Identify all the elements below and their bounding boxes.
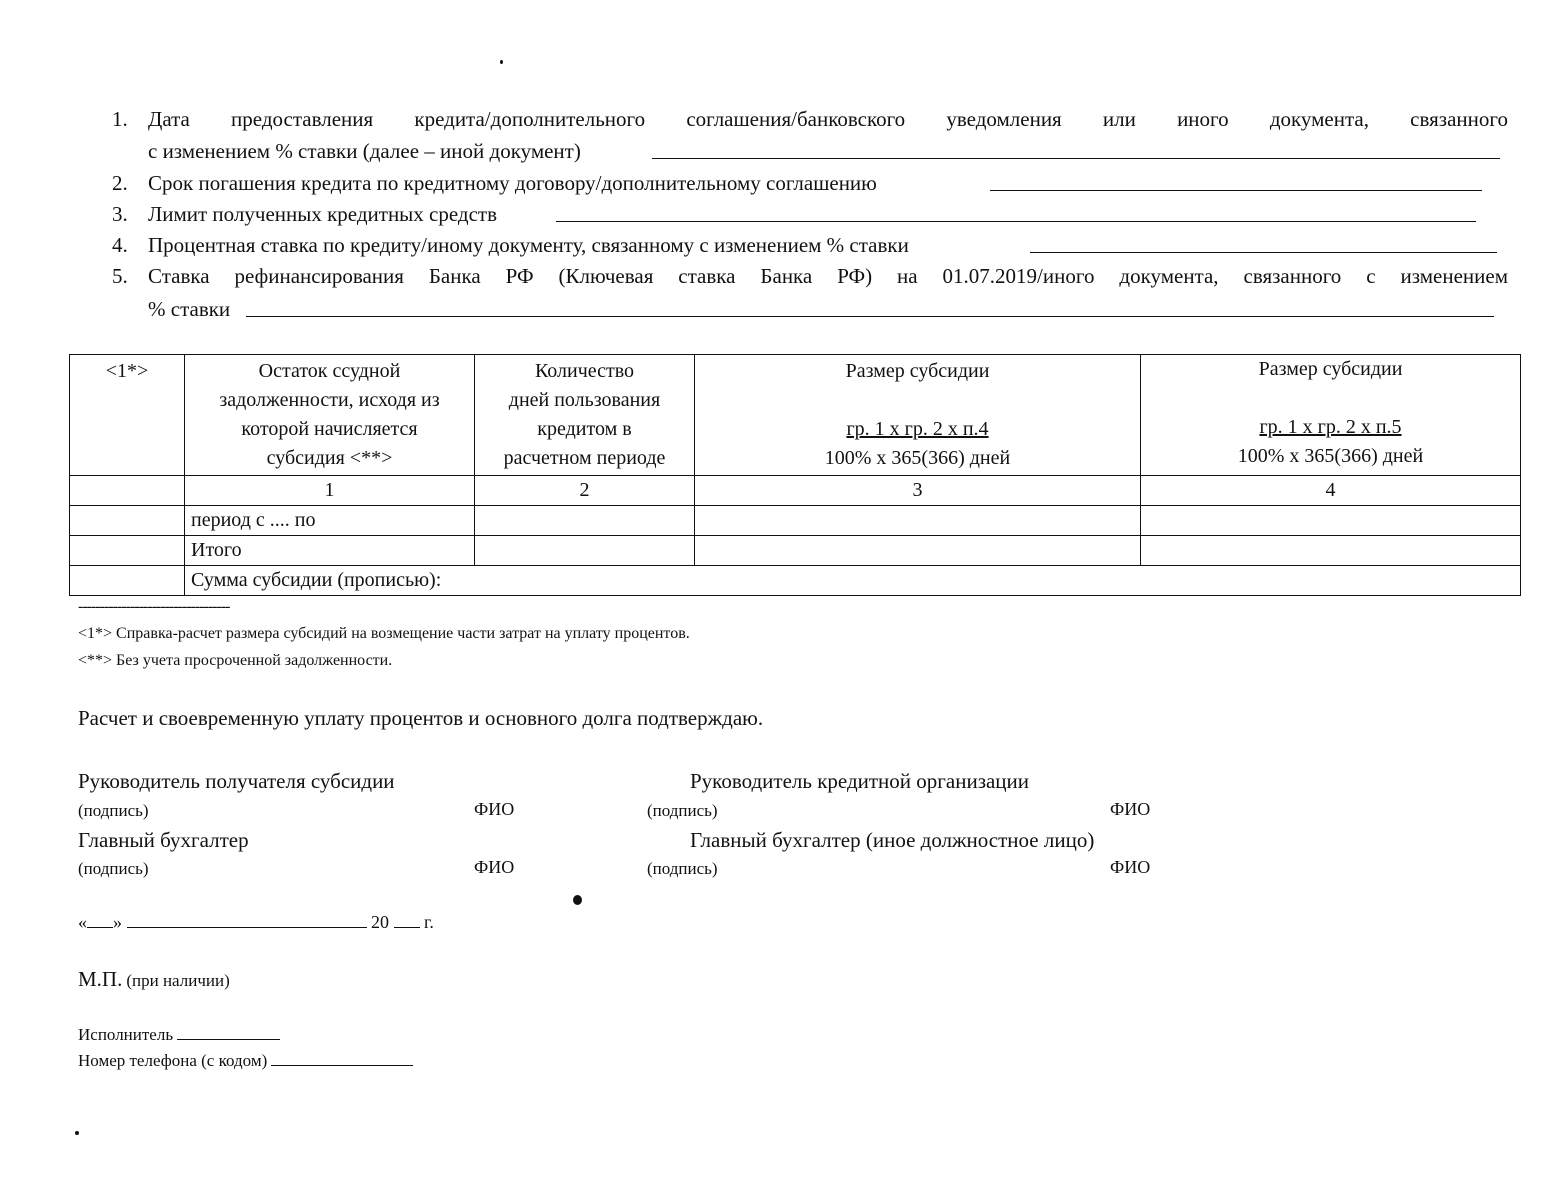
date-day-blank[interactable]: [87, 927, 113, 928]
footnote-2: <**> Без учета просроченной задолженности.: [78, 652, 393, 669]
signature-label: (подпись): [647, 801, 718, 820]
table-cell-input[interactable]: [475, 506, 695, 536]
right-head-title: Руководитель кредитной организации: [690, 769, 1030, 793]
signature-label: (подпись): [647, 859, 718, 878]
item-3-text: Лимит полученных кредитных средств: [148, 202, 498, 226]
date-line: [78, 912, 434, 933]
stamp-line: [78, 967, 230, 992]
right-accountant-title: Главный бухгалтер (иное должностное лицо): [690, 828, 1095, 852]
table-cell: [70, 566, 185, 596]
header-days: [475, 355, 695, 476]
table-cell-input[interactable]: [695, 536, 1141, 566]
header-subsidy-formula: гр. 1 х гр. 2 х п.5: [1259, 416, 1402, 438]
table-row-sum: [70, 566, 1521, 596]
header-balance: [185, 355, 475, 476]
header-subsidy-denominator: 100% х 365(366) дней: [824, 447, 1011, 469]
item-5-text-line2: % ставки: [148, 297, 231, 321]
footnote-1: <1*> Справка-расчет размера субсидий на возмещение части затрат на уплату процентов.: [78, 625, 690, 642]
item-2-text: Срок погашения кредита по кредитному договору/дополнительному соглашению: [148, 171, 877, 195]
date-year-blank[interactable]: [394, 927, 420, 928]
row-total-label: Итого: [185, 536, 475, 566]
subsidy-table: [69, 354, 1521, 596]
signature-label: (подпись): [78, 859, 149, 878]
fio-label: ФИО: [474, 857, 515, 877]
fio-label: ФИО: [1110, 799, 1151, 819]
left-accountant-title: Главный бухгалтер: [78, 828, 249, 852]
table-row-total: [70, 536, 1521, 566]
item-1-text-line2: с изменением % ставки (далее – иной документ): [148, 139, 581, 163]
item-5-blank-line[interactable]: [246, 316, 1494, 317]
table-row-period: [70, 506, 1521, 536]
table-cell-input[interactable]: [1141, 506, 1521, 536]
column-number: 1: [185, 476, 475, 506]
column-number: 2: [475, 476, 695, 506]
row-period-label: период с .... по: [185, 506, 475, 536]
table-column-numbers-row: [70, 476, 1521, 506]
executor-line: [78, 1025, 280, 1045]
table-cell: [70, 536, 185, 566]
header-subsidy-formula: гр. 1 х гр. 2 х п.4: [846, 418, 989, 440]
header-subsidy-p5: [1141, 355, 1521, 476]
header-ref: [70, 355, 185, 476]
stamp-label: М.П.: [78, 967, 123, 991]
header-ref-text: <1*>: [105, 360, 149, 382]
table-cell-input[interactable]: [475, 536, 695, 566]
column-number: 4: [1141, 476, 1521, 506]
item-4-blank-line[interactable]: [1030, 252, 1497, 253]
executor-label: Исполнитель: [78, 1025, 174, 1044]
header-subsidy-title: Размер субсидии: [845, 360, 990, 382]
header-days-line: дней пользования: [508, 389, 661, 411]
header-subsidy-p4: [695, 355, 1141, 476]
date-year-suffix: г.: [424, 912, 434, 932]
list-number: 3.: [112, 202, 128, 226]
header-days-line: кредитом в: [537, 418, 632, 440]
header-balance-line: которой начисляется: [241, 418, 418, 440]
list-number: 5.: [112, 264, 128, 288]
table-cell: [70, 476, 185, 506]
fio-label: ФИО: [1110, 857, 1151, 877]
header-subsidy-denominator: 100% х 365(366) дней: [1237, 445, 1424, 467]
executor-blank[interactable]: [177, 1039, 280, 1040]
date-month-blank[interactable]: [127, 927, 367, 928]
item-3-blank-line[interactable]: [556, 221, 1476, 222]
left-head-title: Руководитель получателя субсидии: [78, 769, 395, 793]
list-number: 2.: [112, 171, 128, 195]
table-header-row: [70, 355, 1521, 476]
phone-label: Номер телефона (с кодом): [78, 1051, 268, 1070]
date-year-prefix: 20: [371, 912, 389, 932]
fio-label: ФИО: [474, 799, 515, 819]
phone-blank[interactable]: [271, 1065, 413, 1066]
scan-speck: [573, 895, 582, 905]
scan-speck: [75, 1131, 79, 1135]
date-quote-close: »: [113, 912, 122, 932]
item-4-text: Процентная ставка по кредиту/иному документу, связанному с изменением % ставки: [148, 233, 909, 257]
header-balance-line: задолженности, исходя из: [219, 389, 440, 411]
list-number: 4.: [112, 233, 128, 257]
phone-line: [78, 1051, 413, 1071]
table-cell-input[interactable]: [1141, 536, 1521, 566]
header-balance-line: субсидия <**>: [266, 447, 393, 469]
column-number: 3: [695, 476, 1141, 506]
confirmation-text: Расчет и своевременную уплату процентов и основного долга подтверждаю.: [78, 706, 764, 730]
table-cell: [70, 506, 185, 536]
item-2-blank-line[interactable]: [990, 190, 1482, 191]
item-1-blank-line[interactable]: [652, 158, 1500, 159]
list-number: 1.: [112, 107, 128, 131]
stamp-note: (при наличии): [126, 971, 230, 990]
row-sum-label[interactable]: Сумма субсидии (прописью):: [185, 566, 1521, 596]
item-5-text-line1: Ставка рефинансирования Банка РФ (Ключевая ставка Банка РФ) на 01.07.2019/иного документа, связанного с изменением: [148, 264, 1508, 288]
scan-speck: [500, 60, 503, 64]
header-balance-line: Остаток ссудной: [258, 360, 401, 382]
date-quote-open: «: [78, 912, 87, 932]
header-subsidy-title: Размер субсидии: [1258, 358, 1403, 380]
table-cell-input[interactable]: [695, 506, 1141, 536]
header-days-line: Количество: [534, 360, 635, 382]
item-1-text-line1: Дата предоставления кредита/дополнительного соглашения/банковского уведомления или иного документа, связанного: [148, 107, 1508, 131]
signature-label: (подпись): [78, 801, 149, 820]
header-days-line: расчетном периоде: [503, 447, 666, 469]
footnote-separator: -----------------------------------: [78, 598, 230, 615]
